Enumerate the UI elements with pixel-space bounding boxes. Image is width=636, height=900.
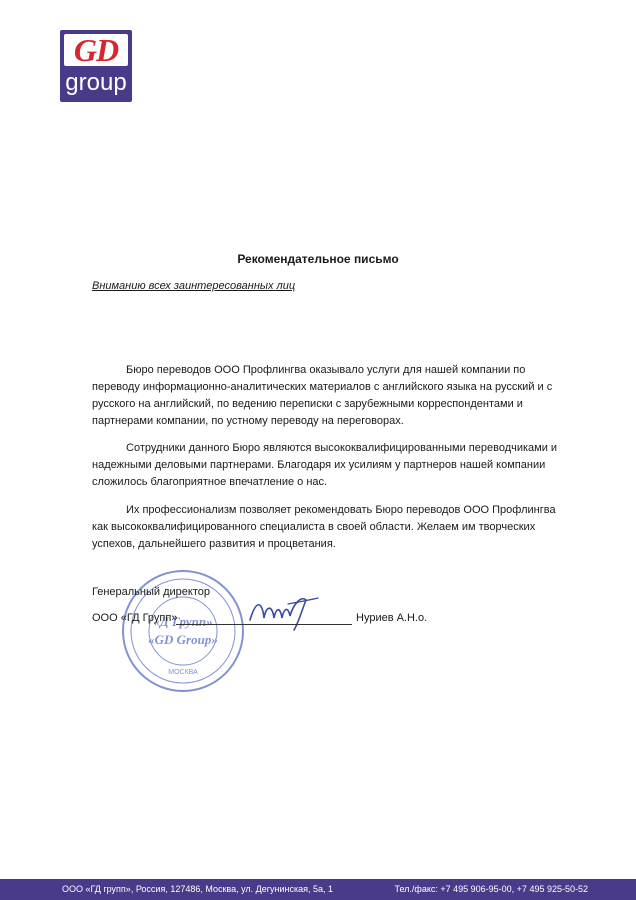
logo-gd-text: GD bbox=[73, 32, 119, 68]
letter-title: Рекомендательное письмо bbox=[237, 252, 399, 266]
letter-paragraph-3: Их профессионализм позволяет рекомендовать Бюро переводов ООО Профлингва как высококвалифицированного специалиста в своей области. Желаем им творческих успехов, дальнейшего развития и процветания. bbox=[92, 504, 556, 550]
signatory-name: Нуриев А.Н.о. bbox=[356, 612, 428, 624]
signature-line bbox=[176, 624, 352, 625]
letter-addressee: Вниманию всех заинтересованных лиц bbox=[92, 280, 296, 292]
company-logo bbox=[60, 30, 132, 102]
stamp-city: МОСКВА bbox=[168, 669, 198, 676]
logo-group-text: group bbox=[65, 69, 127, 96]
stamp-line-1: «Д Групп» bbox=[153, 614, 213, 629]
letter-paragraph-1: Бюро переводов ООО Профлингва оказывало услуги для нашей компании по переводу информационно-аналитических материалов с английского языка на русский и с русского на английский, по ведению переписки с зарубежными корреспондентами и партнерами компании, по устному переводу на переговорах. bbox=[92, 364, 553, 427]
signatory-company: ООО «ГД Групп» bbox=[92, 612, 178, 624]
footer-bar bbox=[0, 879, 636, 900]
letter-paragraph-2: Сотрудники данного Бюро являются высококвалифицированными переводчиками и надежными деловыми партнерами. Благодаря их усилиям у партнеров нашей компании сложилось благоприятное впечатление о нас. bbox=[92, 442, 558, 488]
signatory-position: Генеральный директор bbox=[92, 586, 210, 598]
logo-top-panel bbox=[64, 34, 128, 66]
footer-address: ООО «ГД групп», Россия, 127486, Москва, ул. Дегунинская, 5а, 1 bbox=[62, 884, 334, 894]
footer-phones: Тел./факс: +7 495 906-95-00, +7 495 925-50-52 bbox=[394, 884, 588, 894]
stamp-line-2: «GD Group» bbox=[148, 632, 218, 647]
handwritten-signature bbox=[244, 590, 324, 634]
